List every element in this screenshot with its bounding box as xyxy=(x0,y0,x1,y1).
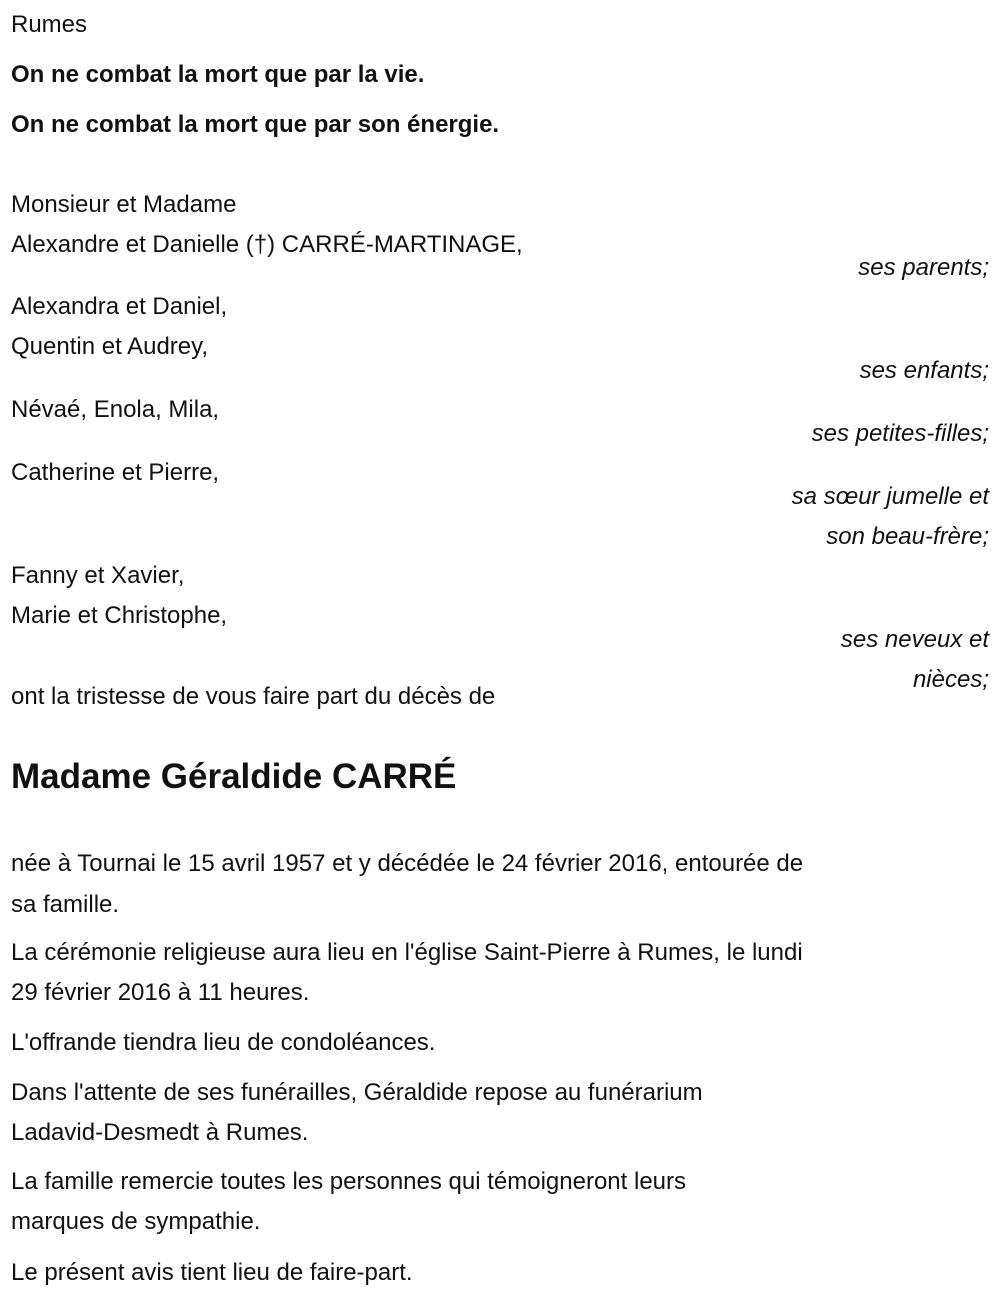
body-line: La famille remercie toutes les personnes qui témoigneront leurs xyxy=(11,1168,687,1195)
parents-role: ses parents; xyxy=(858,254,989,281)
sister-role-2: son beau-frère; xyxy=(826,523,989,550)
body-line: née à Tournai le 15 avril 1957 et y décédée le 24 février 2016, entourée de xyxy=(11,850,804,877)
nephews-line-2: Marie et Christophe, xyxy=(11,602,228,629)
body-line: Ladavid-Desmedt à Rumes. xyxy=(11,1119,309,1146)
body-line: 29 février 2016 à 11 heures. xyxy=(11,979,310,1006)
body-line: La cérémonie religieuse aura lieu en l'église Saint-Pierre à Rumes, le lundi xyxy=(11,939,803,966)
body-line: Dans l'attente de ses funérailles, Géraldide repose au funérarium xyxy=(11,1079,703,1106)
quote-2: On ne combat la mort que par son énergie. xyxy=(11,111,500,138)
parents-line-1: Monsieur et Madame xyxy=(11,191,237,218)
children-role: ses enfants; xyxy=(859,357,989,384)
sister: Catherine et Pierre, xyxy=(11,459,220,486)
nephews-line-1: Fanny et Xavier, xyxy=(11,562,185,589)
nephews-role-2: nièces; xyxy=(912,666,989,693)
children-line-1: Alexandra et Daniel, xyxy=(11,293,228,320)
sister-role-1: sa sœur jumelle et xyxy=(791,483,989,510)
announcement: ont la tristesse de vous faire part du décès de xyxy=(11,683,496,710)
body-line: sa famille. xyxy=(11,891,120,918)
location: Rumes xyxy=(11,11,88,38)
body-line: marques de sympathie. xyxy=(11,1208,261,1235)
deceased-name: Madame Géraldide CARRÉ xyxy=(11,757,457,796)
body-line: Le présent avis tient lieu de faire-part. xyxy=(11,1259,413,1286)
grandchildren: Névaé, Enola, Mila, xyxy=(11,396,220,423)
body-line: L'offrande tiendra lieu de condoléances. xyxy=(11,1029,436,1056)
children-line-2: Quentin et Audrey, xyxy=(11,333,209,360)
quote-1: On ne combat la mort que par la vie. xyxy=(11,61,425,88)
grandchildren-role: ses petites-filles; xyxy=(811,420,989,447)
parents-line-2: Alexandre et Danielle (†) CARRÉ-MARTINAGE, xyxy=(11,231,523,258)
nephews-role-1: ses neveux et xyxy=(840,626,989,653)
